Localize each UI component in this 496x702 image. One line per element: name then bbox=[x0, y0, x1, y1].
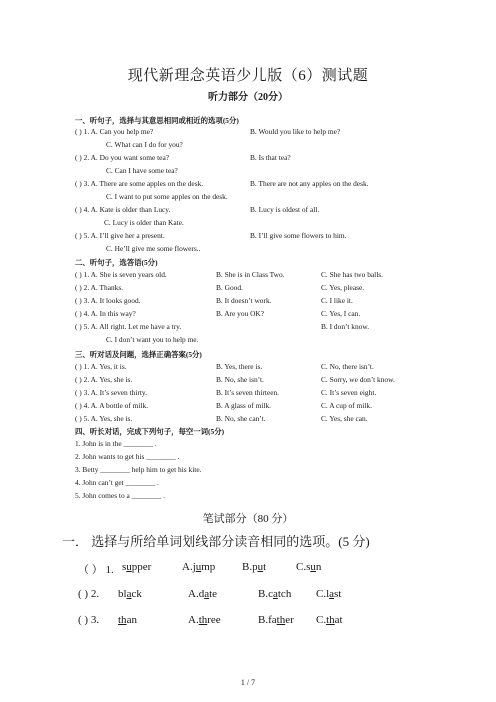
word-part: bl bbox=[118, 588, 127, 600]
option-a bbox=[182, 561, 215, 573]
question-row bbox=[75, 270, 415, 280]
word-part: B.fa bbox=[258, 614, 277, 626]
option-a: ( ) 5. A. Yes, she is. bbox=[75, 414, 133, 423]
word-part: er bbox=[285, 614, 294, 626]
question-row bbox=[75, 231, 415, 241]
option-c: C. No, there isn’t. bbox=[321, 362, 374, 371]
option-b: B. Yes, there is. bbox=[216, 362, 263, 371]
option-a bbox=[188, 588, 217, 600]
section-3-heading: 三、听对话及问题，选择正确答案(5分) bbox=[75, 350, 202, 359]
option-a: ( ) 2. A. Thanks. bbox=[75, 283, 124, 292]
fill-in-line: 1. John is in the ________ . bbox=[75, 439, 157, 448]
option-b: B. Would you like to help me? bbox=[250, 127, 341, 136]
option-a bbox=[188, 614, 221, 626]
page-footer: 1 / 7 bbox=[240, 678, 256, 687]
given-word bbox=[122, 561, 151, 573]
question-row bbox=[75, 309, 415, 319]
option-b bbox=[242, 561, 266, 573]
listening-subtitle: 听力部分（20分） bbox=[208, 92, 288, 103]
fill-in-line: 4. John can’t get ________ . bbox=[75, 478, 159, 487]
word-part: tch bbox=[277, 588, 292, 600]
word-part: ck bbox=[131, 588, 142, 600]
option-b: B. Lucy is oldest of all. bbox=[250, 205, 320, 214]
fill-in-line: 5. John comes to a ________ . bbox=[75, 491, 165, 500]
option-c: C. I like it. bbox=[321, 296, 353, 305]
underlined-part: th bbox=[118, 614, 127, 626]
underlined-part: a bbox=[272, 588, 278, 600]
option-b: B. Good. bbox=[216, 283, 243, 292]
option-b: B. I’ll give some flowers to him. bbox=[250, 231, 347, 240]
underlined-part: u bbox=[126, 561, 132, 573]
word-part: B.c bbox=[258, 588, 273, 600]
option-c: C. She has two balls. bbox=[321, 270, 383, 279]
option-b: B. No, she can’t. bbox=[216, 414, 266, 423]
option-b: B. There are not any apples on the desk. bbox=[250, 179, 369, 188]
word-part: at bbox=[334, 614, 343, 626]
section-2-heading: 二、听句子，选答语(5分) bbox=[75, 258, 158, 267]
question-number: ( ) 3. bbox=[78, 614, 100, 626]
word-part: ree bbox=[207, 614, 221, 626]
word-part: pper bbox=[131, 561, 152, 573]
question-row bbox=[75, 127, 415, 137]
question-row bbox=[75, 388, 415, 398]
option-c: C. Yes, I can. bbox=[321, 309, 361, 318]
option-c: C. Sorry, we don’t know. bbox=[321, 375, 395, 384]
fill-in-line: 3. Betty ________ help him to get his kite. bbox=[75, 465, 202, 474]
question-row bbox=[75, 205, 415, 215]
option-b: B. A glass of milk. bbox=[216, 401, 272, 410]
written-section-1-heading: 一． 选择与所给单词划线部分读音相同的选项。(5 分) bbox=[62, 534, 370, 549]
given-word bbox=[118, 588, 142, 600]
option-a: ( ) 3. A. It’s seven thirty. bbox=[75, 388, 147, 397]
section-4-heading: 四、听长对话，完成下列句子，每空一词(5分) bbox=[75, 427, 225, 436]
word-part: A.j bbox=[182, 561, 196, 573]
question-row bbox=[75, 401, 415, 411]
option-c: C. He’ll give me some flowers.. bbox=[106, 244, 201, 253]
underlined-part: u bbox=[257, 561, 264, 573]
question-row bbox=[78, 561, 398, 575]
question-number: （ ） 1. bbox=[78, 564, 114, 576]
fill-in-line: 2. John wants to get his ________ . bbox=[75, 452, 180, 461]
option-b: B. She is in Class Two. bbox=[216, 270, 285, 279]
question-row bbox=[75, 283, 415, 293]
option-c: C. Yes, she can. bbox=[321, 414, 368, 423]
underlined-part: a bbox=[126, 588, 132, 600]
option-a: ( ) 5. A. All right. Let me have a try. bbox=[75, 322, 182, 331]
option-b: B. It’s seven thirteen. bbox=[216, 388, 280, 397]
question-row bbox=[75, 179, 415, 189]
question-row bbox=[78, 614, 398, 628]
underlined-part: a bbox=[329, 588, 335, 600]
option-a: ( ) 3. A. It looks good. bbox=[75, 296, 141, 305]
option-c: C. A cup of milk. bbox=[321, 401, 372, 410]
option-b: B. Are you OK? bbox=[216, 309, 265, 318]
option-a: ( ) 4. A. In this way? bbox=[75, 309, 136, 318]
question-row bbox=[78, 588, 398, 602]
word-part: B.p bbox=[242, 561, 258, 573]
underlined-part: th bbox=[276, 614, 286, 626]
option-a: ( ) 5. A. I’ll give her a present. bbox=[75, 231, 165, 240]
option-c: C. It’s seven eight. bbox=[321, 388, 377, 397]
given-word bbox=[118, 614, 137, 626]
option-c: C. Yes, please. bbox=[321, 283, 365, 292]
written-part-heading: 笔试部分（80 分） bbox=[202, 513, 294, 525]
section-1-heading: 一、听句子，选择与其意思相同或相近的选项(5分) bbox=[75, 116, 239, 125]
underlined-part: th bbox=[198, 614, 208, 626]
option-b: B. Is that tea? bbox=[250, 153, 291, 162]
option-c bbox=[316, 614, 343, 626]
question-number: ( ) 2. bbox=[78, 588, 100, 600]
page-title: 现代新理念英语少儿版（6）测试题 bbox=[127, 68, 369, 84]
underlined-part: a bbox=[204, 588, 210, 600]
question-row bbox=[75, 153, 415, 163]
word-part: te bbox=[209, 588, 218, 600]
word-part: A. bbox=[188, 614, 199, 626]
option-c: C. I don’t want you to help me. bbox=[106, 335, 199, 344]
question-row bbox=[75, 296, 415, 306]
option-b: B. No, she isn’t. bbox=[216, 375, 264, 384]
option-a: ( ) 4. A. Kate is older than Lucy. bbox=[75, 205, 171, 214]
option-a: ( ) 1. A. She is seven years old. bbox=[75, 270, 167, 279]
option-c: C. Can I have some tea? bbox=[106, 166, 178, 175]
word-part: C.l bbox=[316, 588, 330, 600]
option-c: C. Lucy is older than Kate. bbox=[104, 218, 184, 227]
word-part: s bbox=[122, 561, 127, 573]
word-part: an bbox=[126, 614, 137, 626]
question-row bbox=[75, 414, 415, 424]
option-a: ( ) 1. A. Yes, it is. bbox=[75, 362, 127, 371]
word-part: mp bbox=[201, 561, 216, 573]
option-b bbox=[258, 588, 291, 600]
question-row bbox=[75, 362, 415, 372]
option-c: B. I don’t know. bbox=[321, 322, 370, 331]
word-part: C. bbox=[316, 614, 327, 626]
word-part: C.s bbox=[296, 561, 311, 573]
option-a: ( ) 1. A. Can you help me? bbox=[75, 127, 154, 136]
option-a: ( ) 2. A. Yes, she is. bbox=[75, 375, 133, 384]
underlined-part: th bbox=[326, 614, 335, 626]
option-c bbox=[296, 561, 321, 573]
option-b bbox=[258, 614, 294, 626]
word-part: n bbox=[315, 561, 322, 573]
option-c: C. I want to put some apples on the desk. bbox=[106, 192, 228, 201]
option-a: ( ) 3. A. There are some apples on the desk. bbox=[75, 179, 204, 188]
underlined-part: u bbox=[195, 561, 202, 573]
option-b: B. It doesn’t work. bbox=[216, 296, 272, 305]
option-a: ( ) 2. A. Do you want some tea? bbox=[75, 153, 170, 162]
question-row bbox=[75, 322, 415, 332]
word-part: t bbox=[263, 561, 267, 573]
option-c: C. What can I do for you? bbox=[106, 140, 183, 149]
word-part: A.d bbox=[188, 588, 205, 600]
word-part: st bbox=[334, 588, 342, 600]
question-row bbox=[75, 375, 415, 385]
option-c bbox=[316, 588, 341, 600]
option-a: ( ) 4. A. A bottle of milk. bbox=[75, 401, 149, 410]
underlined-part: u bbox=[310, 561, 316, 573]
